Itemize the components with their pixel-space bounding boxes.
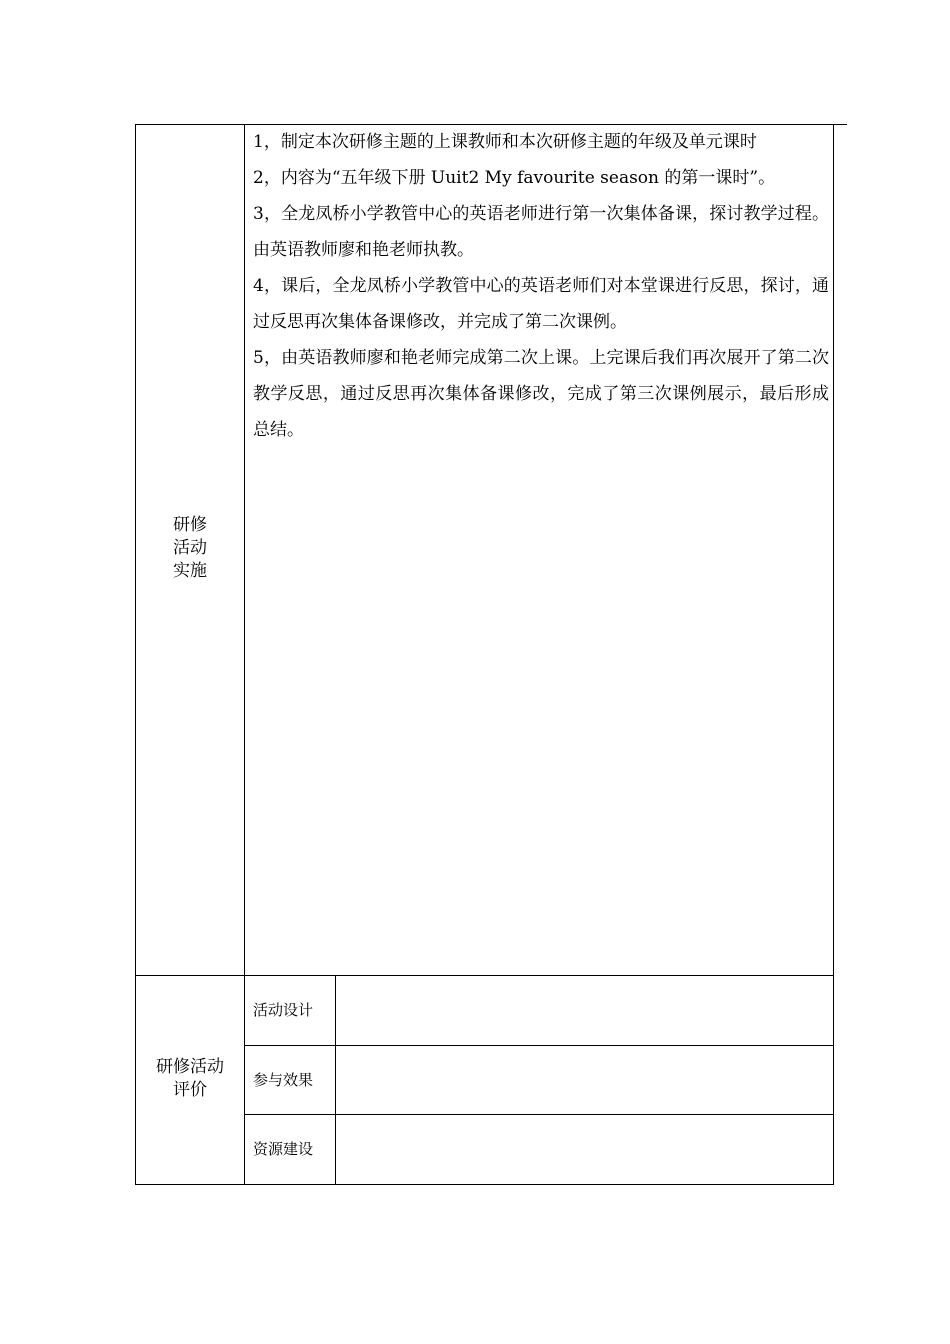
eval-value-resource-building[interactable] — [336, 1115, 832, 1183]
eval-value-activity-design[interactable] — [336, 976, 832, 1044]
implementation-content — [253, 124, 829, 448]
eval-label-participation-effect: 参与效果 — [253, 1071, 314, 1089]
evaluation-label-line-1: 研修活动 — [156, 1057, 224, 1077]
eval-label-activity-design: 活动设计 — [253, 1001, 314, 1019]
implementation-label — [136, 514, 244, 583]
label-column-divider — [244, 124, 245, 1185]
implementation-label-line-2: 活动 — [173, 538, 207, 558]
table-bottom-border — [135, 1184, 833, 1185]
table-left-border — [135, 124, 136, 1185]
eval-label-resource-building: 资源建设 — [253, 1140, 314, 1158]
implementation-paragraph-5: 5，由英语教师廖和艳老师完成第二次上课。上完课后我们再次展开了第二次教学反思，通过反思再次集体备课修改，完成了第三次课例展示，最后形成总结。 — [253, 348, 829, 440]
evaluation-label — [136, 1056, 244, 1102]
implementation-paragraph-2: 2，内容为“五年级下册 Uuit2 My favourite season 的第一课时”。 — [253, 168, 776, 188]
implementation-paragraph-4: 4，课后，全龙凤桥小学教管中心的英语老师们对本堂课进行反思，探讨，通过反思再次集体备课修改，并完成了第二次课例。 — [253, 276, 829, 332]
table-right-border — [833, 124, 834, 1185]
implementation-label-line-1: 研修 — [173, 515, 207, 535]
implementation-label-line-3: 实施 — [173, 561, 207, 581]
implementation-paragraph-1: 1，制定本次研修主题的上课教师和本次研修主题的年级及单元课时 — [253, 132, 757, 152]
eval-value-participation-effect[interactable] — [336, 1046, 832, 1114]
evaluation-label-line-2: 评价 — [173, 1080, 207, 1100]
implementation-paragraph-3: 3，全龙凤桥小学教管中心的英语老师进行第一次集体备课，探讨教学过程。由英语教师廖和艳老师执教。 — [253, 204, 829, 260]
